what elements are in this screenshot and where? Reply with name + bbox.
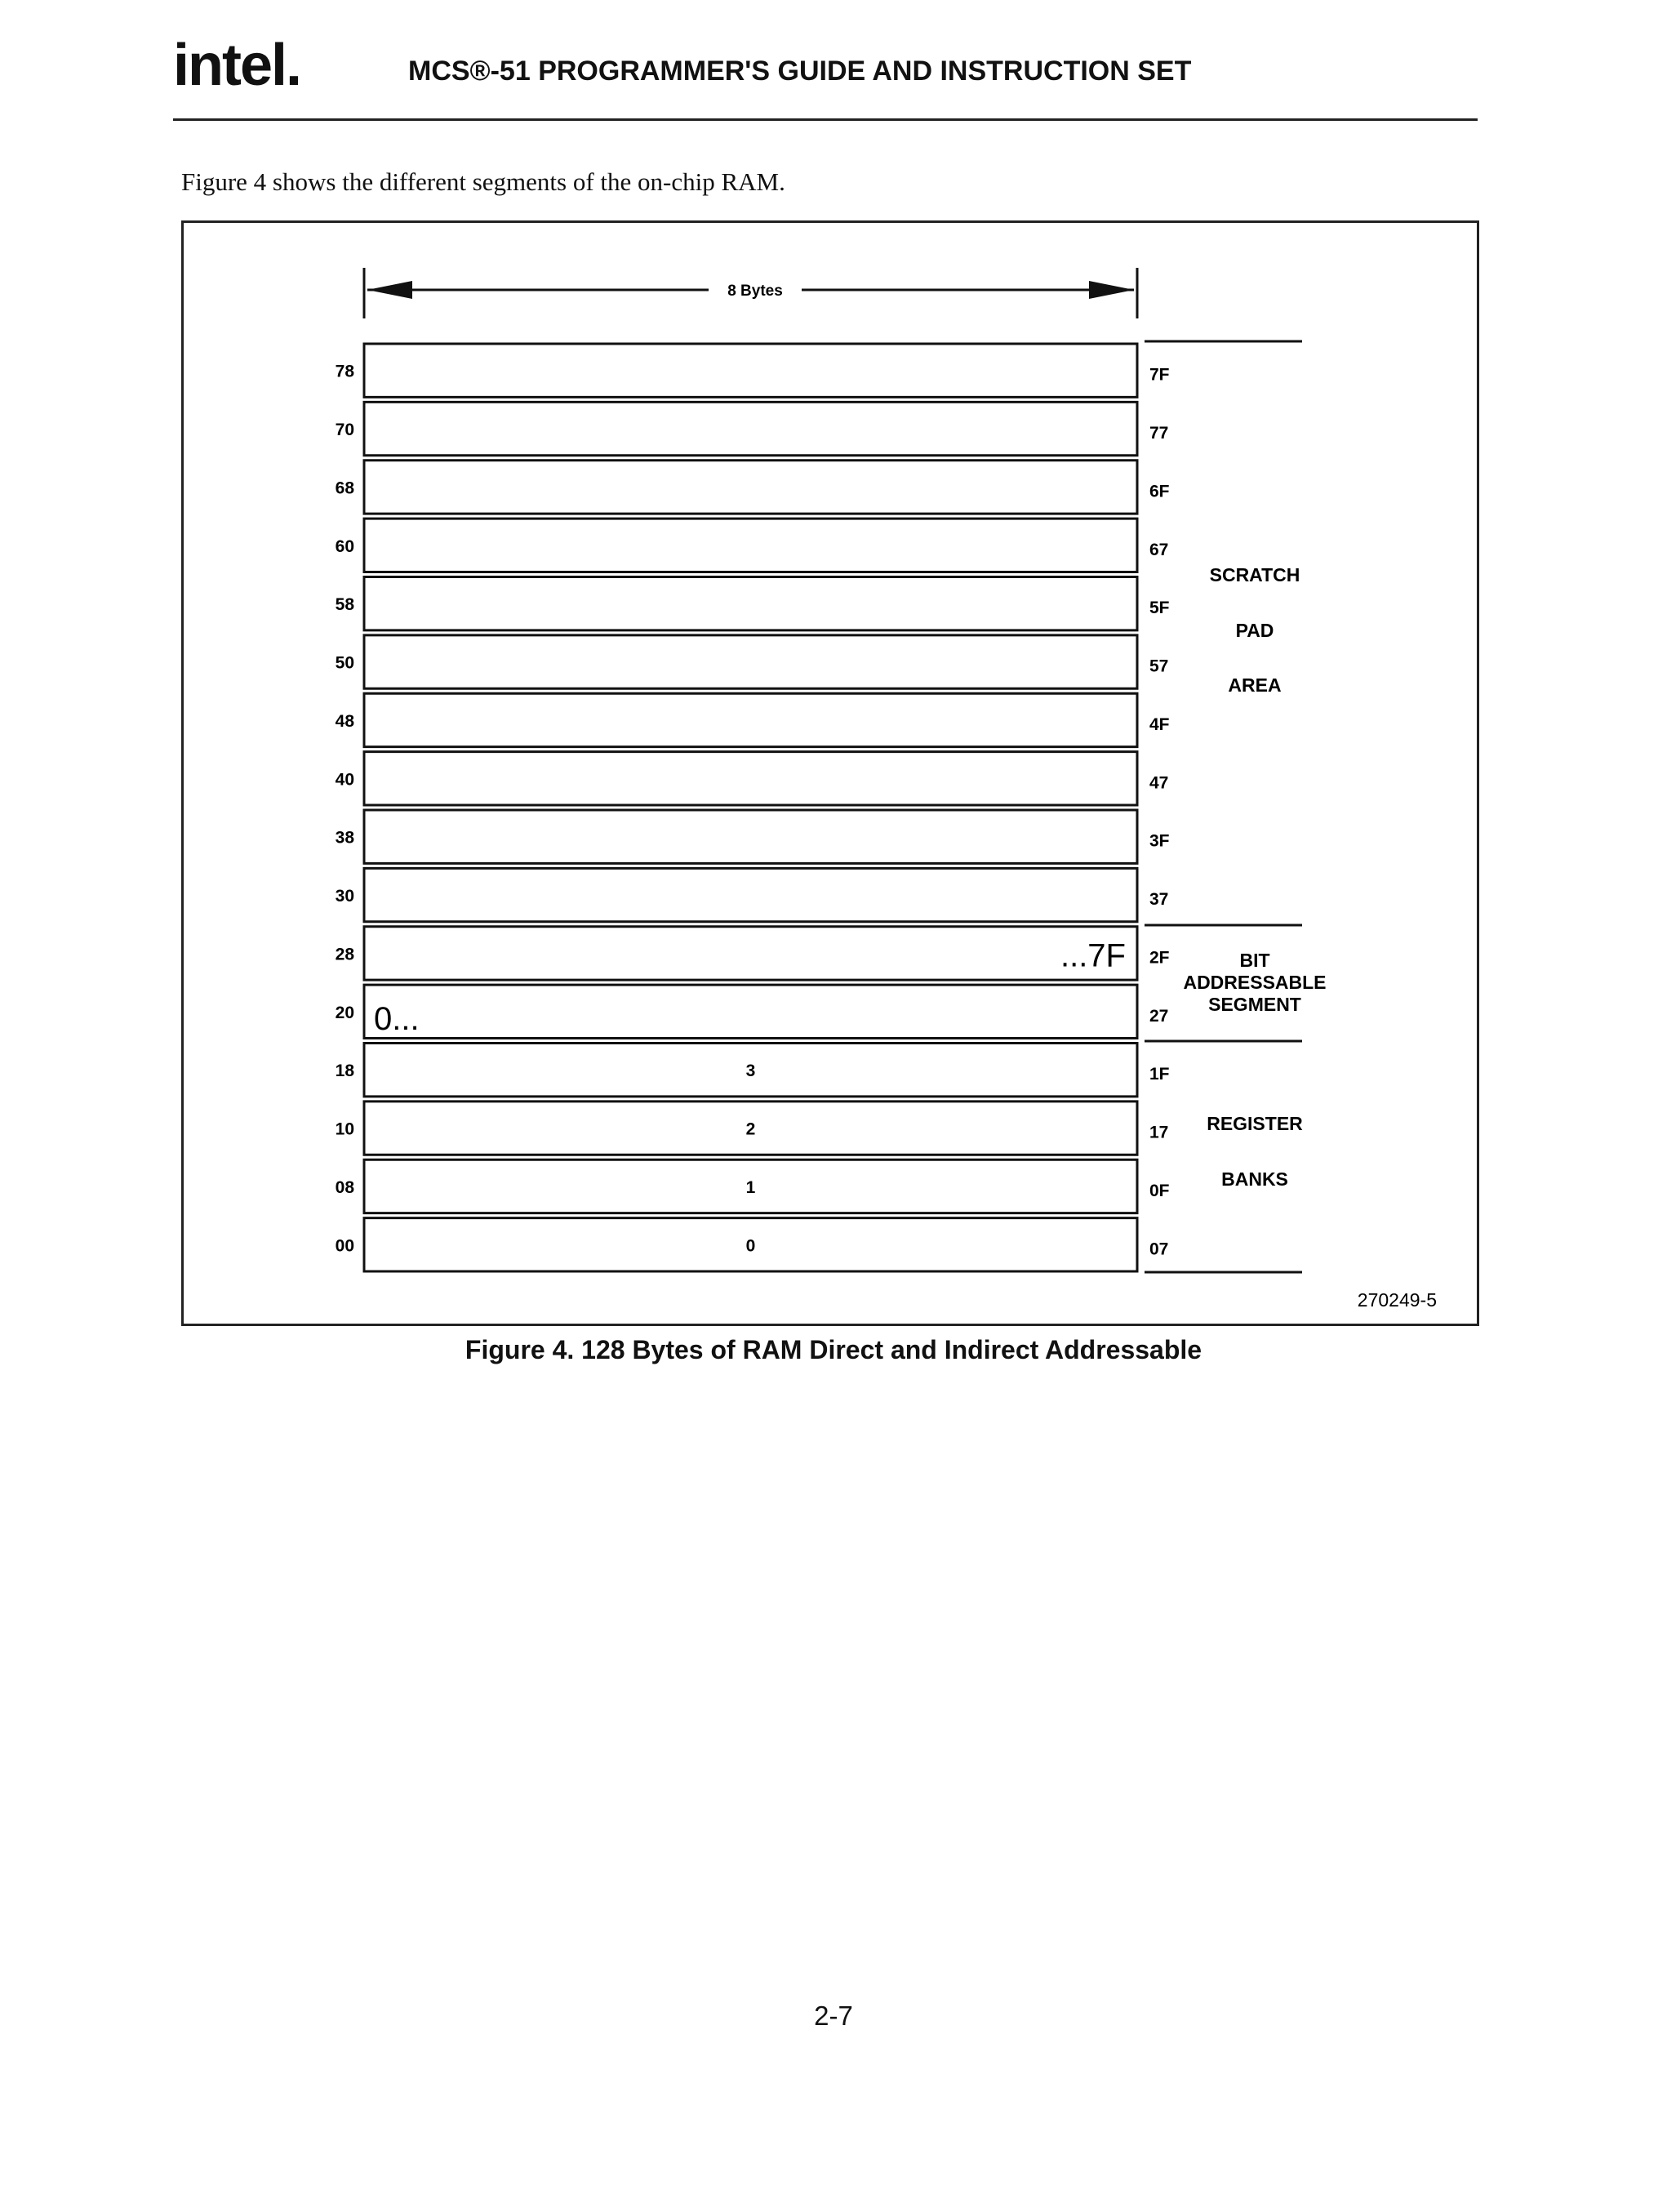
ram-rows xyxy=(336,344,1170,1271)
bit-label-line-1: BIT xyxy=(1239,950,1270,971)
row-start-address: 08 xyxy=(335,1177,354,1197)
ram-row-box xyxy=(364,577,1137,630)
ram-row xyxy=(336,810,1170,863)
scratch-pad-label xyxy=(1210,564,1300,696)
ram-row xyxy=(336,1218,1169,1271)
row-start-address: 78 xyxy=(335,362,354,381)
row-start-address: 60 xyxy=(335,536,354,556)
arrow-right-icon xyxy=(1089,281,1134,299)
row-end-address: 17 xyxy=(1149,1123,1169,1142)
ram-row xyxy=(336,985,1169,1038)
ram-row xyxy=(336,577,1170,630)
row-content: 1 xyxy=(745,1177,756,1197)
ram-row xyxy=(336,752,1169,805)
ram-row-box xyxy=(364,810,1137,863)
row-start-address: 68 xyxy=(335,478,354,498)
row-start-address: 70 xyxy=(335,421,354,440)
row-end-address: 27 xyxy=(1149,1006,1169,1026)
ram-row xyxy=(336,519,1169,572)
row-content: 0 xyxy=(745,1236,756,1256)
row-start-address: 48 xyxy=(335,711,354,731)
bit-label-line-2: ADDRESSABLE xyxy=(1183,972,1327,993)
ram-row xyxy=(336,1159,1170,1213)
row-end-address: 07 xyxy=(1149,1240,1169,1259)
intel-logo: intel. xyxy=(173,33,301,98)
row-content: ...7F xyxy=(1060,937,1126,974)
register-label-line-2: BANKS xyxy=(1221,1168,1288,1190)
row-end-address: 5F xyxy=(1149,599,1170,618)
row-start-address: 30 xyxy=(335,887,354,906)
scratch-label-line-3: AREA xyxy=(1228,674,1282,696)
row-end-address: 4F xyxy=(1149,714,1170,734)
row-end-address: 0F xyxy=(1149,1181,1170,1200)
row-content: 3 xyxy=(745,1061,756,1081)
ram-row xyxy=(336,1044,1170,1097)
ram-row-box xyxy=(364,519,1137,572)
ram-row xyxy=(336,635,1169,688)
ram-row-box xyxy=(364,927,1137,980)
row-start-address: 40 xyxy=(335,770,354,790)
row-end-address: 1F xyxy=(1149,1065,1170,1084)
ram-row xyxy=(336,402,1169,455)
scratch-label-line-2: PAD xyxy=(1235,620,1274,641)
row-start-address: 00 xyxy=(335,1236,354,1256)
bit-label-line-3: SEGMENT xyxy=(1208,994,1301,1015)
row-end-address: 3F xyxy=(1149,831,1170,851)
ram-row-box xyxy=(364,985,1137,1038)
figure-id: 270249-5 xyxy=(1357,1289,1437,1311)
row-end-address: 6F xyxy=(1149,482,1170,501)
ram-row xyxy=(336,927,1170,980)
ram-row-box xyxy=(364,344,1137,397)
page-header-title: MCS®-51 PROGRAMMER'S GUIDE AND INSTRUCTION SET xyxy=(408,56,1192,87)
row-start-address: 38 xyxy=(335,828,354,848)
row-start-address: 50 xyxy=(335,653,354,673)
row-end-address: 7F xyxy=(1149,365,1170,385)
intro-paragraph: Figure 4 shows the different segments of the on-chip RAM. xyxy=(181,167,785,196)
width-label: 8 Bytes xyxy=(727,283,783,300)
arrow-left-icon xyxy=(367,281,412,299)
ram-row-box xyxy=(364,868,1137,921)
figure-caption: Figure 4. 128 Bytes of RAM Direct and Indirect Addressable xyxy=(465,1335,1202,1364)
register-label-line-1: REGISTER xyxy=(1207,1113,1303,1134)
row-content: 0... xyxy=(374,1000,420,1037)
row-start-address: 10 xyxy=(335,1119,354,1139)
ram-row-box xyxy=(364,693,1137,746)
ram-row-box xyxy=(364,402,1137,455)
ram-row-box xyxy=(364,461,1137,514)
row-end-address: 2F xyxy=(1149,948,1170,968)
ram-row xyxy=(336,461,1170,514)
page-number: 2-7 xyxy=(814,2001,853,2031)
row-content: 2 xyxy=(745,1119,756,1139)
row-start-address: 28 xyxy=(335,945,354,964)
register-banks-label xyxy=(1207,1113,1303,1190)
row-end-address: 47 xyxy=(1149,773,1169,793)
ram-row-box xyxy=(364,635,1137,688)
row-end-address: 67 xyxy=(1149,540,1169,559)
ram-row-box xyxy=(364,752,1137,805)
row-start-address: 20 xyxy=(335,1003,354,1022)
ram-row xyxy=(336,344,1170,397)
width-dimension xyxy=(364,268,1137,318)
scratch-label-line-1: SCRATCH xyxy=(1209,564,1300,585)
row-end-address: 77 xyxy=(1149,424,1169,443)
bit-addressable-label xyxy=(1183,950,1326,1015)
row-end-address: 57 xyxy=(1149,656,1169,676)
ram-row xyxy=(336,1102,1169,1155)
row-start-address: 58 xyxy=(335,595,354,615)
ram-row xyxy=(336,693,1170,746)
ram-row xyxy=(336,868,1169,921)
row-end-address: 37 xyxy=(1149,890,1169,910)
row-start-address: 18 xyxy=(335,1061,354,1081)
